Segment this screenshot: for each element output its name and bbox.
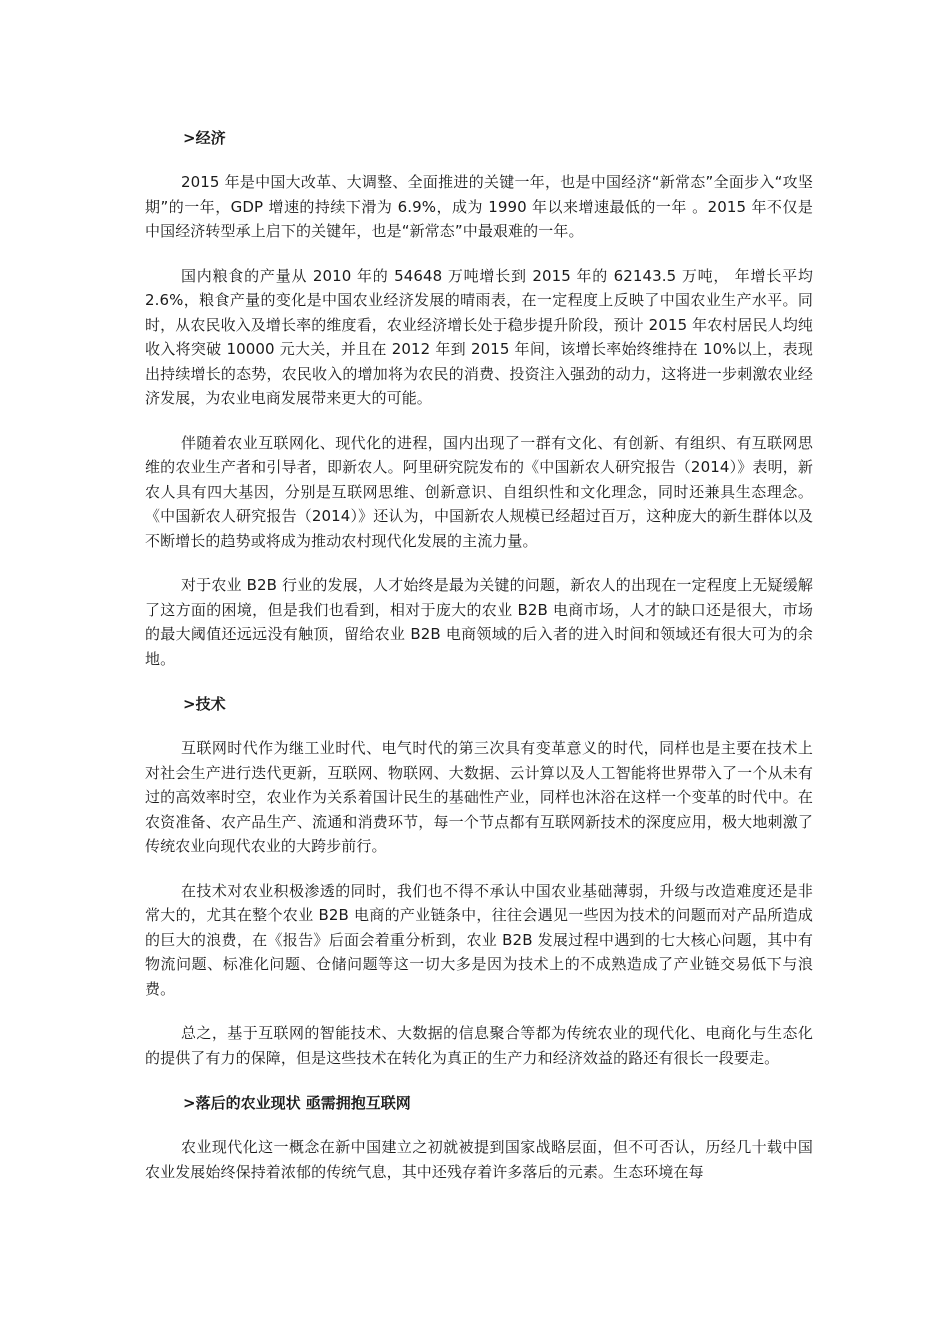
document-body: [145, 125, 813, 1184]
paragraph: 总之，基于互联网的智能技术、大数据的信息聚合等都为传统农业的现代化、电商化与生态化的提供了有力的保障，但是这些技术在转化为真正的生产力和经济效益的路还有很长一段要走。: [145, 1024, 813, 1067]
paragraph: 国内粮食的产量从 2010 年的 54648 万吨增长到 2015 年的 62143.5 万吨， 年增长平均 2.6%，粮食产量的变化是中国农业经济发展的晴雨表，在一定程度上反映了中国农业生产水平。同时，从农民收入及增长率的维度看，农业经济增长处于稳步提升阶段，预计 2015 年农村居民人均纯收入将突破 10000 元大关，并且在 2012 年到 2015 年间，该增长率始终维持在 10%以上，表现出持续增长的态势，农民收入的增加将为农民的消费、投资注入强劲的动力，这将进一步刺激农业经济发展，为农业电商发展带来更大的可能。: [145, 266, 813, 407]
section-heading-agriculture-status: >落后的农业现状 亟需拥抱互联网: [183, 1094, 411, 1112]
paragraph: 互联网时代作为继工业时代、电气时代的第三次具有变革意义的时代，同样也是主要在技术上对社会生产进行迭代更新，互联网、物联网、大数据、云计算以及人工智能将世界带入了一个从未有过的高效率时空，农业作为关系着国计民生的基础性产业，同样也沐浴在这样一个变革的时代中。在农资准备、农产品生产、流通和消费环节，每一个节点都有互联网新技术的深度应用，极大地刺激了传统农业向现代农业的大跨步前行。: [145, 739, 813, 855]
paragraph: 农业现代化这一概念在新中国建立之初就被提到国家战略层面，但不可否认，历经几十载中国农业发展始终保持着浓郁的传统气息，其中还残存着许多落后的元素。生态环境在每: [145, 1138, 813, 1181]
paragraph: 伴随着农业互联网化、现代化的进程，国内出现了一群有文化、有创新、有组织、有互联网思维的农业生产者和引导者，即新农人。阿里研究院发布的《中国新农人研究报告（2014）》表明，新农人具有四大基因，分别是互联网思维、创新意识、自组织性和文化理念，同时还兼具生态理念。《中国新农人研究报告（2014）》还认为，中国新农人规模已经超过百万，这种庞大的新生群体以及不断增长的趋势或将成为推动农村现代化发展的主流力量。: [145, 433, 813, 550]
section-heading-economy: >经济: [183, 129, 226, 147]
paragraph: 2015 年是中国大改革、大调整、全面推进的关键一年，也是中国经济“新常态”全面步入“攻坚期”的一年，GDP 增速的持续下滑为 6.9%，成为 1990 年以来增速最低的一年 。2015 年不仅是中国经济转型承上启下的关键年，也是“新常态”中最艰难的一年。: [145, 173, 813, 240]
paragraph: 在技术对农业积极渗透的同时，我们也不得不承认中国农业基础薄弱，升级与改造难度还是非常大的，尤其在整个农业 B2B 电商的产业链条中，往往会遇见一些因为技术的问题而对产品所造成的巨大的浪费，在《报告》后面会着重分析到，农业 B2B 发展过程中遇到的七大核心问题，其中有物流问题、标准化问题、仓储问题等这一切大多是因为技术上的不成熟造成了产业链交易低下与浪费。: [145, 881, 813, 998]
section-heading-technology: >技术: [183, 695, 226, 713]
paragraph: 对于农业 B2B 行业的发展，人才始终是最为关键的问题，新农人的出现在一定程度上无疑缓解了这方面的困境，但是我们也看到，相对于庞大的农业 B2B 电商市场，人才的缺口还是很大，市场的最大阈值还远远没有触顶，留给农业 B2B 电商领域的后入者的进入时间和领域还有很大可为的余地。: [145, 576, 813, 668]
